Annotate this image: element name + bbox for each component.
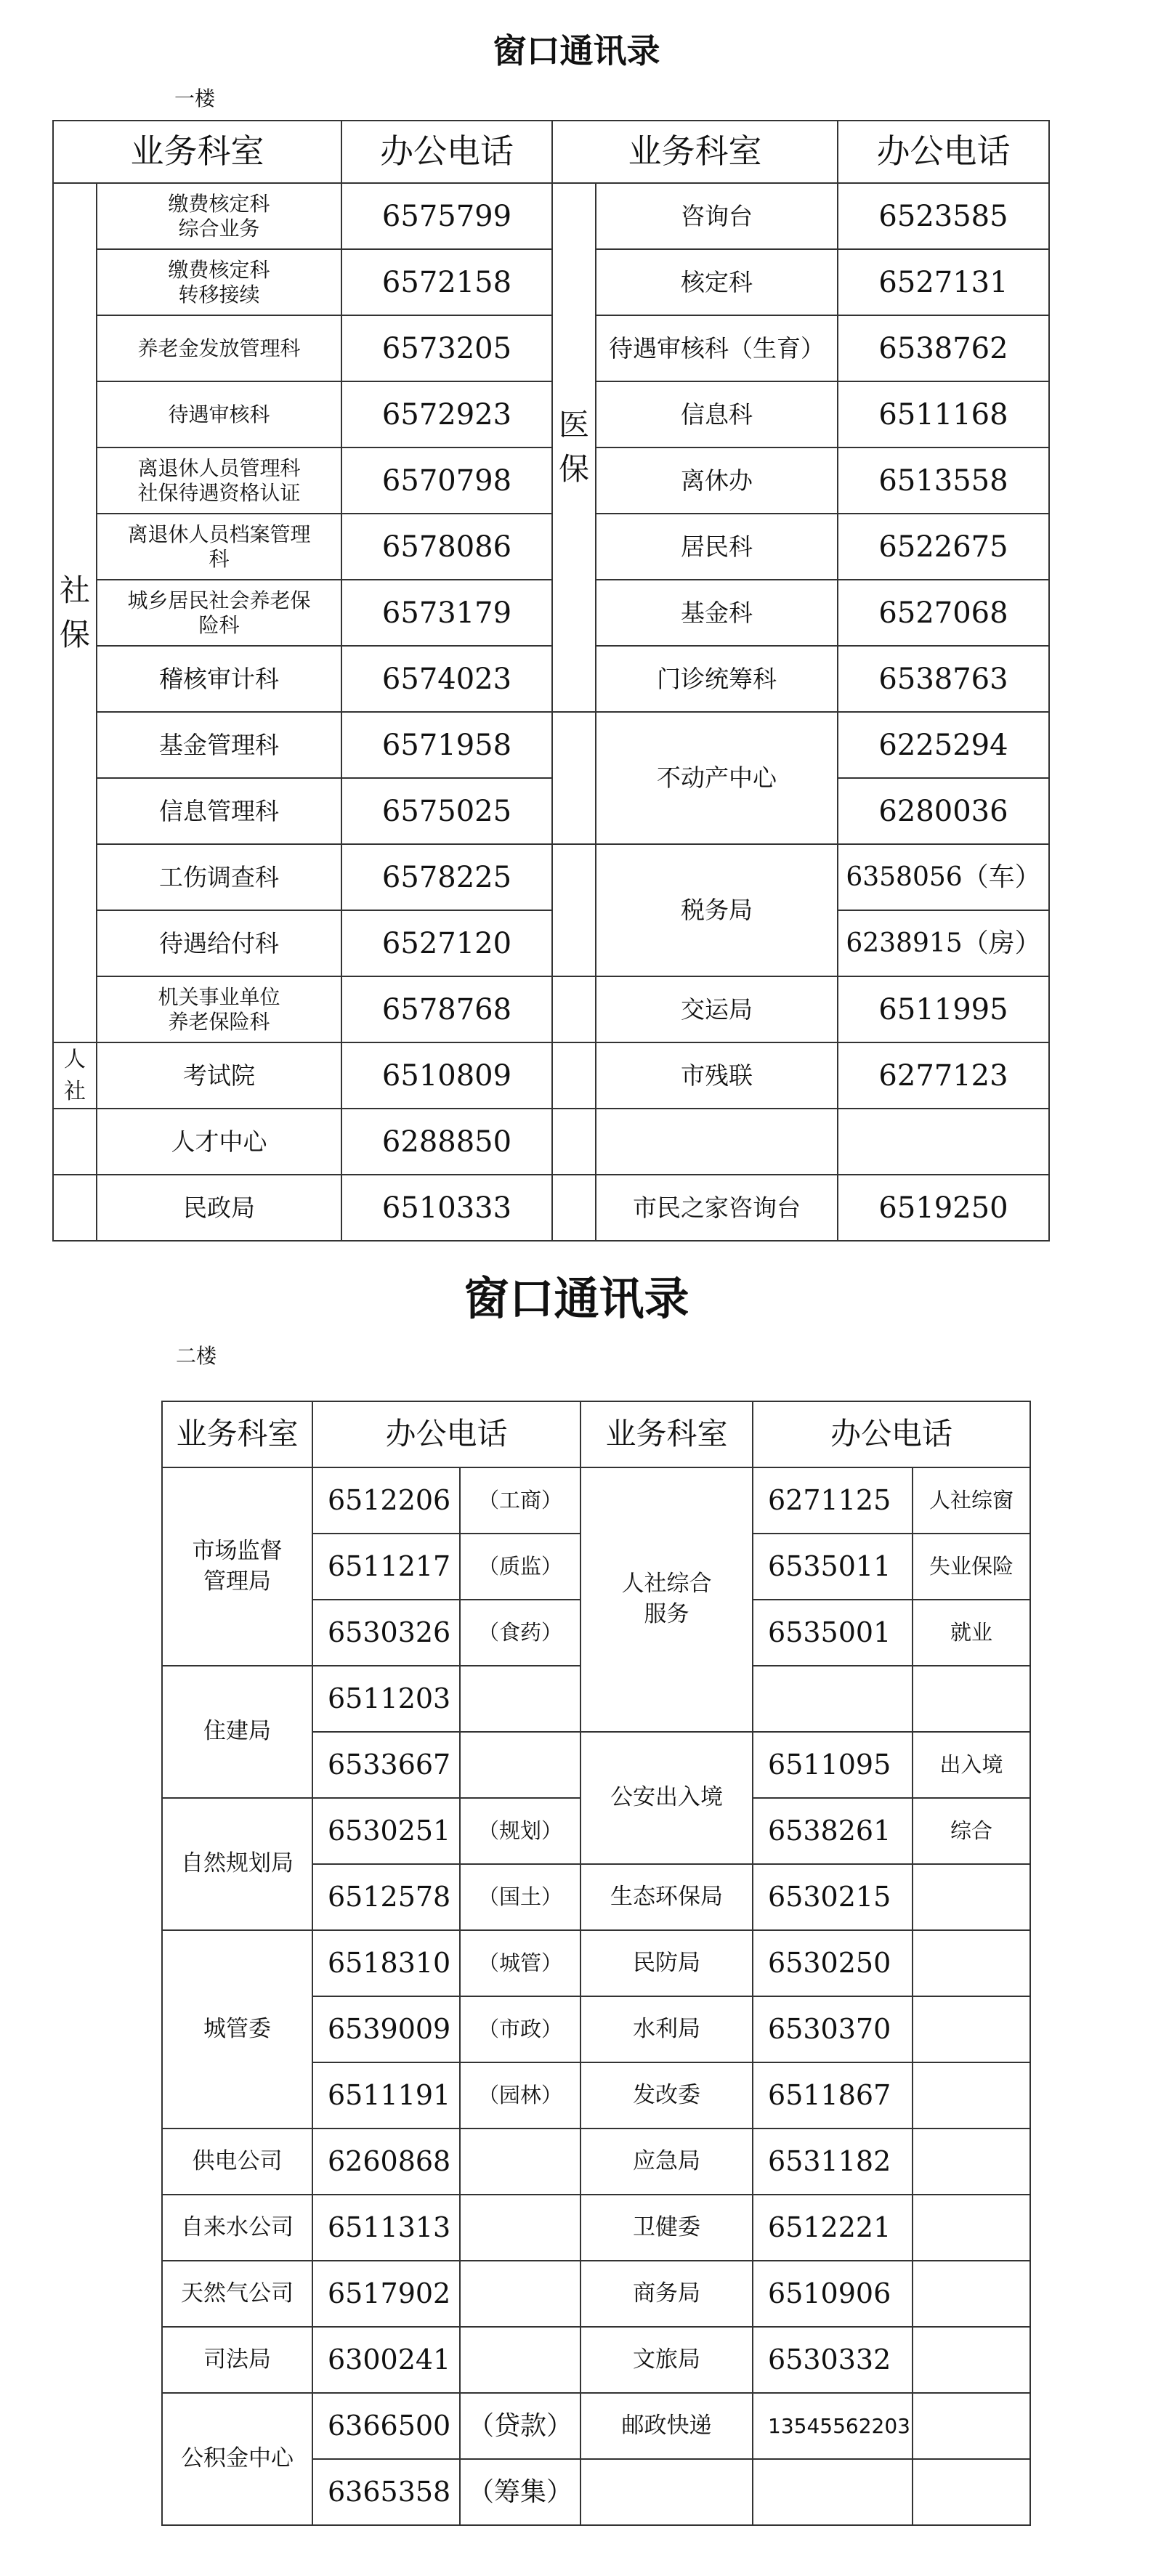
tag-cell — [913, 2393, 1030, 2459]
dept-cell: 供电公司 — [162, 2129, 312, 2195]
empty-cell — [552, 1042, 596, 1109]
dept-cell: 信息科 — [596, 381, 838, 447]
table-row — [162, 2195, 1030, 2261]
phone-cell: 6512578 — [312, 1864, 460, 1930]
dept-cell: 发改委 — [580, 2062, 753, 2129]
phone-cell: 6512221 — [753, 2195, 913, 2261]
dept-cell: 公安出入境 — [580, 1732, 753, 1864]
table-row — [162, 2129, 1030, 2195]
phone-cell: 6530370 — [753, 1996, 913, 2062]
phone-cell: 6277123 — [838, 1042, 1049, 1109]
table-row — [53, 778, 1049, 844]
phone-cell: 6518310 — [312, 1930, 460, 1996]
table-row — [53, 712, 1049, 778]
phone-cell: 6572923 — [341, 381, 552, 447]
dept-cell — [97, 514, 341, 580]
group-renshe — [53, 1042, 97, 1109]
dept-cell — [97, 976, 341, 1042]
dept-cell: 邮政快递 — [580, 2393, 753, 2459]
dept-cell: 核定科 — [596, 249, 838, 315]
dept-cell: 自来水公司 — [162, 2195, 312, 2261]
dept-cell: 文旅局 — [580, 2327, 753, 2393]
dept-cell: 市残联 — [596, 1042, 838, 1109]
phone-cell: 6225294 — [838, 712, 1049, 778]
header-dept: 业务科室 — [162, 1401, 312, 1467]
phone-cell: 6527131 — [838, 249, 1049, 315]
group-shebao — [53, 183, 97, 1042]
phone-cell: 6570798 — [341, 447, 552, 514]
header-phone: 办公电话 — [341, 121, 552, 183]
empty-cell — [53, 1109, 97, 1175]
tag-cell — [913, 2062, 1030, 2129]
table-row — [162, 2393, 1030, 2459]
phone-cell: 6530332 — [753, 2327, 913, 2393]
tag-cell: （筹集） — [460, 2459, 580, 2525]
phone-cell: 6510333 — [341, 1175, 552, 1241]
phone-cell: 6366500 — [312, 2393, 460, 2459]
directory-table-floor2 — [161, 1401, 1031, 2526]
tag-cell — [460, 2327, 580, 2393]
header-phone: 办公电话 — [838, 121, 1049, 183]
tag-cell: （贷款） — [460, 2393, 580, 2459]
dept-cell: 考试院 — [97, 1042, 341, 1109]
phone-cell: 6511095 — [753, 1732, 913, 1798]
dept-name: 离退休人员管理科 社保待遇资格认证 — [137, 455, 301, 505]
tag-cell — [913, 1864, 1030, 1930]
header-dept: 业务科室 — [552, 121, 838, 183]
empty-cell — [53, 1175, 97, 1241]
dept-cell — [580, 1467, 753, 1732]
tag-cell — [460, 2261, 580, 2327]
dept-name: 市场监督 管理局 — [192, 1537, 283, 1595]
phone-cell: 6300241 — [312, 2327, 460, 2393]
dept-cell: 交运局 — [596, 976, 838, 1042]
dept-cell: 咨询台 — [596, 183, 838, 249]
empty-cell — [552, 976, 596, 1042]
table-row — [53, 514, 1049, 580]
dept-cell — [162, 1467, 312, 1666]
phone-cell: 6533667 — [312, 1732, 460, 1798]
doc1-title: 窗口通讯录 — [493, 31, 660, 70]
empty-cell — [552, 1109, 596, 1175]
phone-cell: 6519250 — [838, 1175, 1049, 1241]
phone-cell: 13545562203 — [753, 2393, 913, 2459]
tag-cell: 失业保险 — [913, 1534, 1030, 1600]
phone-cell: 6511191 — [312, 2062, 460, 2129]
tag-cell: （规划） — [460, 1798, 580, 1864]
empty-cell — [552, 1175, 596, 1241]
phone-cell: 6510906 — [753, 2261, 913, 2327]
phone-cell: 6511203 — [312, 1666, 460, 1732]
phone-cell — [753, 2459, 913, 2525]
phone-cell: 6575025 — [341, 778, 552, 844]
dept-cell — [596, 1109, 838, 1175]
dept-cell: 卫健委 — [580, 2195, 753, 2261]
dept-cell — [97, 447, 341, 514]
phone-cell: 6522675 — [838, 514, 1049, 580]
phone-cell: 6511168 — [838, 381, 1049, 447]
tag-cell: （国土） — [460, 1864, 580, 1930]
directory-table-floor1 — [52, 120, 1050, 1242]
dept-name: 城乡居民社会养老保 险科 — [127, 588, 311, 637]
phone-cell: 6578225 — [341, 844, 552, 910]
phone-cell: 6513558 — [838, 447, 1049, 514]
phone-cell: 6578086 — [341, 514, 552, 580]
table-row — [53, 249, 1049, 315]
phone-cell: 6573179 — [341, 580, 552, 646]
phone-cell: 6523585 — [838, 183, 1049, 249]
empty-cell — [552, 712, 596, 844]
phone-cell: 6538763 — [838, 646, 1049, 712]
phone-cell: 6531182 — [753, 2129, 913, 2195]
dept-cell: 城管委 — [162, 1930, 312, 2129]
table-row — [162, 1467, 1030, 1534]
dept-cell: 人才中心 — [97, 1109, 341, 1175]
phone-cell — [753, 1666, 913, 1732]
tag-cell: （质监） — [460, 1534, 580, 1600]
dept-cell: 水利局 — [580, 1996, 753, 2062]
phone-cell: 6575799 — [341, 183, 552, 249]
doc2-title: 窗口通讯录 — [464, 1272, 689, 1325]
tag-cell — [913, 2261, 1030, 2327]
dept-cell: 基金科 — [596, 580, 838, 646]
table-row — [53, 580, 1049, 646]
dept-cell: 生态环保局 — [580, 1864, 753, 1930]
tag-cell — [913, 2327, 1030, 2393]
doc2-floor-label: 二楼 — [176, 1344, 217, 1368]
dept-cell: 公积金中心 — [162, 2393, 312, 2525]
tag-cell — [460, 1732, 580, 1798]
phone-cell: 6512206 — [312, 1467, 460, 1534]
header-phone: 办公电话 — [753, 1401, 1030, 1467]
phone-cell: 6578768 — [341, 976, 552, 1042]
phone-cell: 6527120 — [341, 910, 552, 976]
table-row — [53, 646, 1049, 712]
dept-cell: 待遇给付科 — [97, 910, 341, 976]
dept-cell: 养老金发放管理科 — [97, 315, 341, 381]
dept-cell: 稽核审计科 — [97, 646, 341, 712]
phone-cell: 6530215 — [753, 1864, 913, 1930]
tag-cell — [460, 1666, 580, 1732]
phone-cell: 6511995 — [838, 976, 1049, 1042]
phone-cell: 6571958 — [341, 712, 552, 778]
group-label: 人社 — [64, 1047, 86, 1104]
phone-cell: 6280036 — [838, 778, 1049, 844]
phone-cell: 6538762 — [838, 315, 1049, 381]
tag-cell — [913, 2195, 1030, 2261]
phone-cell: 6238915（房） — [838, 910, 1049, 976]
dept-cell: 信息管理科 — [97, 778, 341, 844]
phone-cell: 6511867 — [753, 2062, 913, 2129]
dept-cell: 住建局 — [162, 1666, 312, 1798]
dept-cell: 待遇审核科（生育） — [596, 315, 838, 381]
table-row — [162, 2261, 1030, 2327]
tag-cell — [913, 1666, 1030, 1732]
dept-cell: 工伤调查科 — [97, 844, 341, 910]
tag-cell — [913, 1996, 1030, 2062]
tag-cell: （城管） — [460, 1930, 580, 1996]
table-row — [53, 910, 1049, 976]
doc1-floor-label: 一楼 — [174, 86, 216, 110]
tag-cell: 就业 — [913, 1600, 1030, 1666]
empty-cell — [580, 2459, 753, 2525]
dept-name: 机关事业单位 养老保险科 — [158, 984, 280, 1034]
dept-cell — [97, 249, 341, 315]
tag-cell — [460, 2129, 580, 2195]
dept-cell — [97, 580, 341, 646]
phone-cell: 6573205 — [341, 315, 552, 381]
table-row — [53, 1109, 1049, 1175]
dept-cell: 不动产中心 — [596, 712, 838, 844]
dept-cell: 民政局 — [97, 1175, 341, 1241]
tag-cell: （园林） — [460, 2062, 580, 2129]
phone-cell — [838, 1109, 1049, 1175]
phone-cell: 6527068 — [838, 580, 1049, 646]
table-row — [53, 315, 1049, 381]
dept-name: 缴费核定科 综合业务 — [168, 191, 270, 240]
tag-cell: （市政） — [460, 1996, 580, 2062]
phone-cell: 6517902 — [312, 2261, 460, 2327]
phone-cell: 6288850 — [341, 1109, 552, 1175]
table-header-row — [53, 121, 1049, 183]
dept-cell: 基金管理科 — [97, 712, 341, 778]
phone-cell: 6365358 — [312, 2459, 460, 2525]
dept-cell: 市民之家咨询台 — [596, 1175, 838, 1241]
phone-cell: 6572158 — [341, 249, 552, 315]
header-dept: 业务科室 — [580, 1401, 753, 1467]
phone-cell: 6511313 — [312, 2195, 460, 2261]
table-row — [53, 976, 1049, 1042]
table-row — [53, 844, 1049, 910]
phone-cell: 6358056（车） — [838, 844, 1049, 910]
table-row — [53, 447, 1049, 514]
phone-cell: 6539009 — [312, 1996, 460, 2062]
tag-cell: 出入境 — [913, 1732, 1030, 1798]
phone-cell: 6538261 — [753, 1798, 913, 1864]
dept-cell: 待遇审核科 — [97, 381, 341, 447]
tag-cell — [913, 1930, 1030, 1996]
tag-cell — [460, 2195, 580, 2261]
phone-cell: 6535011 — [753, 1534, 913, 1600]
empty-cell — [552, 844, 596, 976]
group-yibao — [552, 183, 596, 712]
phone-cell: 6260868 — [312, 2129, 460, 2195]
phone-cell: 6530251 — [312, 1798, 460, 1864]
dept-cell: 离休办 — [596, 447, 838, 514]
tag-cell — [913, 2129, 1030, 2195]
phone-cell: 6535001 — [753, 1600, 913, 1666]
dept-cell: 应急局 — [580, 2129, 753, 2195]
tag-cell — [913, 2459, 1030, 2525]
phone-cell: 6530326 — [312, 1600, 460, 1666]
table-row — [53, 381, 1049, 447]
dept-cell: 天然气公司 — [162, 2261, 312, 2327]
dept-cell: 自然规划局 — [162, 1798, 312, 1930]
tag-cell: 综合 — [913, 1798, 1030, 1864]
phone-cell: 6530250 — [753, 1930, 913, 1996]
dept-cell: 门诊统筹科 — [596, 646, 838, 712]
tag-cell: 人社综窗 — [913, 1467, 1030, 1534]
phone-cell: 6510809 — [341, 1042, 552, 1109]
tag-cell: （食药） — [460, 1600, 580, 1666]
table-row — [53, 1042, 1049, 1109]
table-row — [162, 1930, 1030, 1996]
table-row — [53, 183, 1049, 249]
dept-cell: 居民科 — [596, 514, 838, 580]
table-header-row — [162, 1401, 1030, 1467]
table-row — [162, 2327, 1030, 2393]
dept-name: 人社综合 服务 — [621, 1571, 712, 1627]
dept-name: 缴费核定科 转移接续 — [168, 257, 270, 307]
phone-cell: 6271125 — [753, 1467, 913, 1534]
table-row — [53, 1175, 1049, 1241]
dept-name: 离退休人员档案管理 科 — [127, 522, 311, 571]
dept-cell: 税务局 — [596, 844, 838, 976]
tag-cell: （工商） — [460, 1467, 580, 1534]
dept-cell — [97, 183, 341, 249]
header-dept: 业务科室 — [53, 121, 341, 183]
group-label: 医保 — [558, 407, 589, 487]
phone-cell: 6574023 — [341, 646, 552, 712]
header-phone: 办公电话 — [312, 1401, 580, 1467]
dept-cell: 司法局 — [162, 2327, 312, 2393]
group-label: 社保 — [59, 572, 90, 652]
dept-cell: 民防局 — [580, 1930, 753, 1996]
phone-cell: 6511217 — [312, 1534, 460, 1600]
dept-cell: 商务局 — [580, 2261, 753, 2327]
